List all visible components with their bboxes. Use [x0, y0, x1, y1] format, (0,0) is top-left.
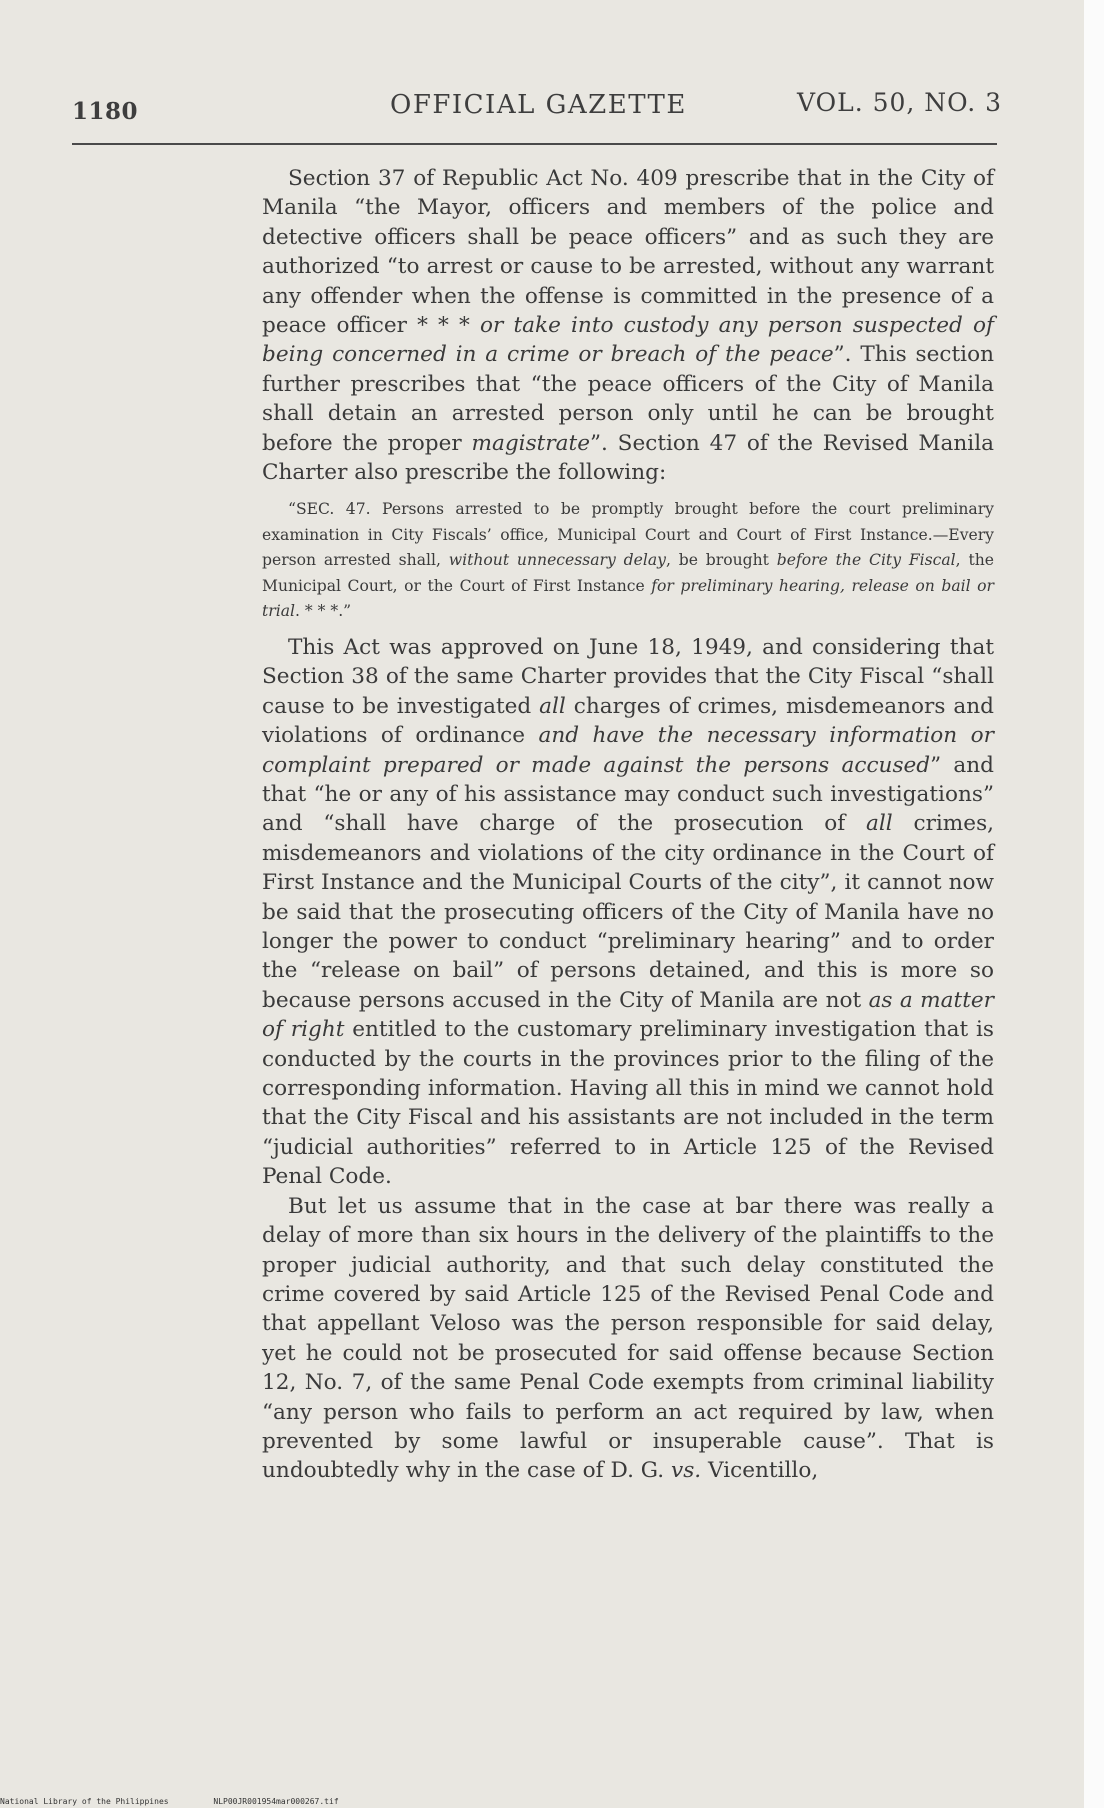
- paragraph-2: This Act was approved on June 18, 1949, and considering that Section 38 of the same Charter provides that the City Fiscal “shall cause to be investigated all charges of crimes, misdemeanors and violations of ordinance and have the necessary information or complaint prepared or made against the persons accused” and that “he or any of his assistance may conduct such investigations” and “shall have charge of the prosecution of all crimes, misdemeanors and violations of the city ordinance in the Court of First Instance and the Municipal Courts of the city”, it cannot now be said that the prosecuting officers of the City of Manila have no longer the power to conduct “preliminary hearing” and to order the “release on bail” of persons detained, and this is more so because persons accused in the City of Manila are not as a matter of right entitled to the customary preliminary investigation that is conducted by the courts in the provinces prior to the filing of the corresponding information. Having all this in mind we cannot hold that the City Fiscal and his assistants are not included in the term “judicial authorities” referred to in Article 125 of the Revised Penal Code.: [262, 634, 995, 1190]
- volume-number: VOL. 50, NO. 3: [796, 88, 1002, 117]
- library-credit: National Library of the Philippines: [0, 1797, 169, 1806]
- charter-quote: “SEC. 47. Persons arrested to be promptly brought before the court preliminary examination in City Fiscals’ office, Municipal Court and Court of First Instance.—Every person arrested shall, without unnecessary delay, be brought before the City Fiscal, the Municipal Court, or the Court of First Instance for preliminary hearing, release on bail or trial. * * *.”: [262, 500, 994, 621]
- page-margin: [1084, 0, 1104, 1808]
- file-name: NLP00JR001954mar000267.tif: [213, 1797, 339, 1806]
- article-body: [262, 164, 994, 1486]
- page-number: 1180: [72, 98, 139, 125]
- page-header: [72, 88, 1002, 128]
- paragraph-3: But let us assume that in the case at bar there was really a delay of more than six hours in the delivery of the plaintiffs to the proper judicial authority, and that such delay constituted the crime covered by said Article 125 of the Revised Penal Code and that appellant Veloso was the person responsible for said delay, yet he could not be prosecuted for said offense because Section 12, No. 7, of the same Penal Code exempts from criminal liability “any person who fails to perform an act required by law, when prevented by some lawful or insuperable cause”. That is undoubtedly why in the case of D. G. vs. Vicentillo,: [262, 1193, 994, 1484]
- publication-title: OFFICIAL GAZETTE: [390, 90, 687, 120]
- scan-footer: [0, 1797, 379, 1806]
- header-rule: [72, 143, 997, 145]
- paragraph-1: Section 37 of Republic Act No. 409 prescribe that in the City of Manila “the Mayor, officers and members of the police and detective officers shall be peace officers” and as such they are authorized “to arrest or cause to be arrested, without any warrant any offender when the offense is committed in the presence of a peace officer * * * or take into custody any person suspected of being concerned in a crime or breach of the peace”. This section further prescribes that “the peace officers of the City of Manila shall detain an arrested person only until he can be brought before the proper magistrate”. Section 47 of the Revised Manila Charter also prescribe the following:: [262, 166, 994, 486]
